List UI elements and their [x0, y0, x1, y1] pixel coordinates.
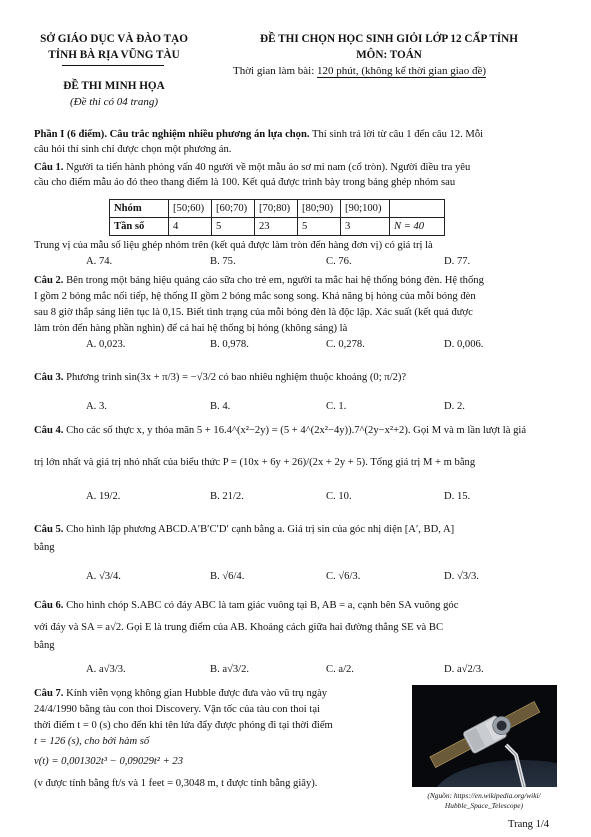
- q1-options: [0, 256, 591, 270]
- q2-options: [0, 339, 591, 353]
- exam-title: ĐỀ THI CHỌN HỌC SINH GIỎI LỚP 12 CẤP TỈNH: [260, 33, 518, 45]
- q2-option-c[interactable]: C. 0,278.: [326, 339, 365, 350]
- q1-option-b[interactable]: B. 75.: [210, 256, 236, 267]
- q1-label: Câu 1.: [34, 162, 64, 173]
- q3-text: [34, 371, 406, 385]
- q6-option-a[interactable]: A. a√3/3.: [86, 664, 126, 675]
- image-source-line-1: (Nguồn: https://en.wikipedia.org/wiki/: [427, 791, 541, 800]
- q4-option-b[interactable]: B. 21/2.: [210, 491, 244, 502]
- table-cell: 5: [212, 218, 255, 236]
- table-cell: [80;90): [298, 200, 341, 218]
- department-line-2: TỈNH BÀ RỊA VŨNG TÀU: [48, 49, 180, 61]
- page-count-note: (Đề thi có 04 trang): [70, 96, 158, 108]
- q6-options: [0, 664, 591, 678]
- table-cell: 23: [255, 218, 298, 236]
- q6-option-d[interactable]: D. a√2/3.: [444, 664, 484, 675]
- q2-line-2: I gồm 2 bóng mắc nối tiếp, hệ thống II gồm 2 bóng mắc song song. Khả năng bị hỏng của mỗi bóng đèn: [34, 291, 476, 302]
- q3-option-c[interactable]: C. 1.: [326, 401, 347, 412]
- table-cell: 3: [341, 218, 390, 236]
- table-cell: Tần số: [110, 218, 169, 236]
- q2-option-d[interactable]: D. 0,006.: [444, 339, 484, 350]
- q5-option-d[interactable]: D. √3/3.: [444, 571, 479, 582]
- hubble-telescope-image: [412, 685, 557, 787]
- q2-label: Câu 2.: [34, 275, 64, 286]
- q2-line-4: làm tròn đến hàng phần nghìn) để cả hai hệ thống bị hỏng (không sáng) là: [34, 323, 348, 334]
- q7-velocity-function: v(t) = 0,001302t³ − 0,09029t² + 23: [34, 756, 184, 767]
- q5-label: Câu 5.: [34, 524, 64, 535]
- q3-interval-text: có bao nhiêu nghiệm thuộc khoảng (0; π/2)?: [218, 372, 407, 383]
- q4-text-a-body: Cho các số thực x, y thỏa mãn 5 + 16.4^(x²−2y) = (5 + 4^(2x²−4y)).7^(2y−x²+2). Gọi M và m lần lượt là giá: [63, 425, 527, 436]
- time-value: 120 phút, (không kể thời gian giao đề): [317, 65, 486, 77]
- table-cell: 5: [298, 218, 341, 236]
- table-cell: 4: [169, 218, 212, 236]
- q4-text-a: [34, 424, 574, 438]
- hubble-telescope-illustration: [412, 685, 557, 787]
- q2-option-b[interactable]: B. 0,978.: [210, 339, 249, 350]
- q1-question: Trung vị của mẫu số liệu ghép nhóm trên (kết quả được làm tròn đến hàng đơn vị) có giá trị là: [34, 240, 433, 251]
- table-cell: [390, 200, 445, 218]
- q1-text-a: [34, 161, 470, 175]
- q7-label: Câu 7.: [34, 688, 64, 699]
- q5-options: [0, 571, 591, 585]
- table-row: [110, 218, 445, 236]
- q7-line-4: t = 126 (s), cho bởi hàm số: [34, 736, 150, 747]
- q5-option-b[interactable]: B. √6/4.: [210, 571, 245, 582]
- q1-text-a-body: Người ta tiến hành phỏng vấn 40 người về một mẫu áo sơ mi nam (cổ tròn). Người điều tra yêu: [63, 162, 471, 173]
- q6-text-a-body: Cho hình chóp S.ABC có đáy ABC là tam giác vuông tại B, AB = a, cạnh bên SA vuông góc: [63, 600, 459, 611]
- q7-line-1: [34, 687, 327, 701]
- q1-option-d[interactable]: D. 77.: [444, 256, 471, 267]
- image-source-line-2: Hubble_Space_Telescope): [444, 801, 524, 810]
- part1-intro-b: câu hỏi thí sinh chỉ được chọn một phương án.: [34, 144, 232, 155]
- q5-option-a[interactable]: A. √3/4.: [86, 571, 121, 582]
- q1-option-c[interactable]: C. 76.: [326, 256, 352, 267]
- q3-option-a[interactable]: A. 3.: [86, 401, 107, 412]
- q4-option-a[interactable]: A. 19/2.: [86, 491, 121, 502]
- table-cell: Nhóm: [110, 200, 169, 218]
- q1-text-b: cầu cho điểm mẫu áo đó theo thang điểm là 100. Kết quả được trình bày trong bảng ghép nhóm sau: [34, 177, 456, 188]
- q4-options: [0, 491, 591, 505]
- q7-line-1-body: Kính viễn vọng không gian Hubble được đưa vào vũ trụ ngày: [63, 688, 328, 699]
- q7-line-2: 24/4/1990 bằng tàu con thoi Discovery. Vận tốc của tàu con thoi tại: [34, 704, 320, 715]
- part1-heading: [34, 128, 564, 142]
- table-cell: [60;70): [212, 200, 255, 218]
- q2-line-3: sau 8 giờ thắp sáng liên tục là 0,15. Biết tình trạng của mỗi bóng đèn là độc lập. Xác suất (kết quả được: [34, 307, 473, 318]
- header-divider: [62, 65, 164, 66]
- time-label: Thời gian làm bài:: [233, 65, 315, 77]
- table-cell: N = 40: [390, 218, 445, 236]
- q3-equation: Phương trình sin(3x + π/3) = −√3/2: [63, 372, 216, 383]
- q4-option-c[interactable]: C. 10.: [326, 491, 352, 502]
- table-cell: [70;80): [255, 200, 298, 218]
- q6-text-c: bằng: [34, 640, 55, 651]
- q5-option-c[interactable]: C. √6/3.: [326, 571, 361, 582]
- sample-exam-label: ĐỀ THI MINH HỌA: [63, 80, 165, 92]
- department-line-1: SỞ GIÁO DỤC VÀ ĐÀO TẠO: [40, 33, 188, 45]
- q6-text-b: với đáy và SA = a√2. Gọi E là trung điểm của AB. Khoảng cách giữa hai đường thẳng SE và BC: [34, 622, 444, 633]
- q7-units-note: (v được tính bằng ft/s và 1 feet = 0,3048 m, t được tính bằng giây).: [34, 778, 318, 789]
- q5-text-b: bằng: [34, 542, 55, 553]
- q6-option-c[interactable]: C. a/2.: [326, 664, 354, 675]
- q3-options: [0, 401, 591, 415]
- q6-label: Câu 6.: [34, 600, 64, 611]
- q5-text-a-body: Cho hình lập phương ABCD.A′B′C′D′ cạnh bằng a. Giá trị sin của góc nhị diện [A′, BD, A]: [63, 524, 455, 535]
- table-header-row: [110, 200, 445, 218]
- exam-time: [233, 64, 486, 79]
- q4-label: Câu 4.: [34, 425, 64, 436]
- q2-option-a[interactable]: A. 0,023.: [86, 339, 126, 350]
- q6-option-b[interactable]: B. a√3/2.: [210, 664, 250, 675]
- exam-subject: MÔN: TOÁN: [356, 49, 422, 61]
- q7-line-3: thời điểm t = 0 (s) cho đến khi tên lửa đẩy được phóng đi tại thời điểm: [34, 720, 333, 731]
- part1-intro-a: Thí sinh trả lời từ câu 1 đến câu 12. Mỗi: [309, 129, 484, 140]
- q5-text-a: [34, 523, 574, 537]
- table-cell: [50;60): [169, 200, 212, 218]
- part1-title: Phần I (6 điểm). Câu trắc nghiệm nhiều phương án lựa chọn.: [34, 129, 310, 140]
- q3-option-b[interactable]: B. 4.: [210, 401, 231, 412]
- frequency-table: [109, 199, 445, 236]
- q3-label: Câu 3.: [34, 372, 64, 383]
- q2-line-1: [34, 274, 484, 288]
- q1-option-a[interactable]: A. 74.: [86, 256, 113, 267]
- q4-text-b: trị lớn nhất và giá trị nhỏ nhất của biểu thức P = (10x + 6y + 26)/(2x + 2y + 5). Tổng giá trị M + m bằng: [34, 457, 476, 468]
- table-cell: [90;100): [341, 200, 390, 218]
- q3-option-d[interactable]: D. 2.: [444, 401, 465, 412]
- q4-option-d[interactable]: D. 15.: [444, 491, 471, 502]
- page-number: Trang 1/4: [508, 819, 550, 830]
- q2-line-1-body: Bên trong một bảng hiệu quảng cáo sữa cho trẻ em, người ta mắc hai hệ thống bóng đèn. Hệ thống: [63, 275, 484, 286]
- q6-text-a: [34, 599, 574, 613]
